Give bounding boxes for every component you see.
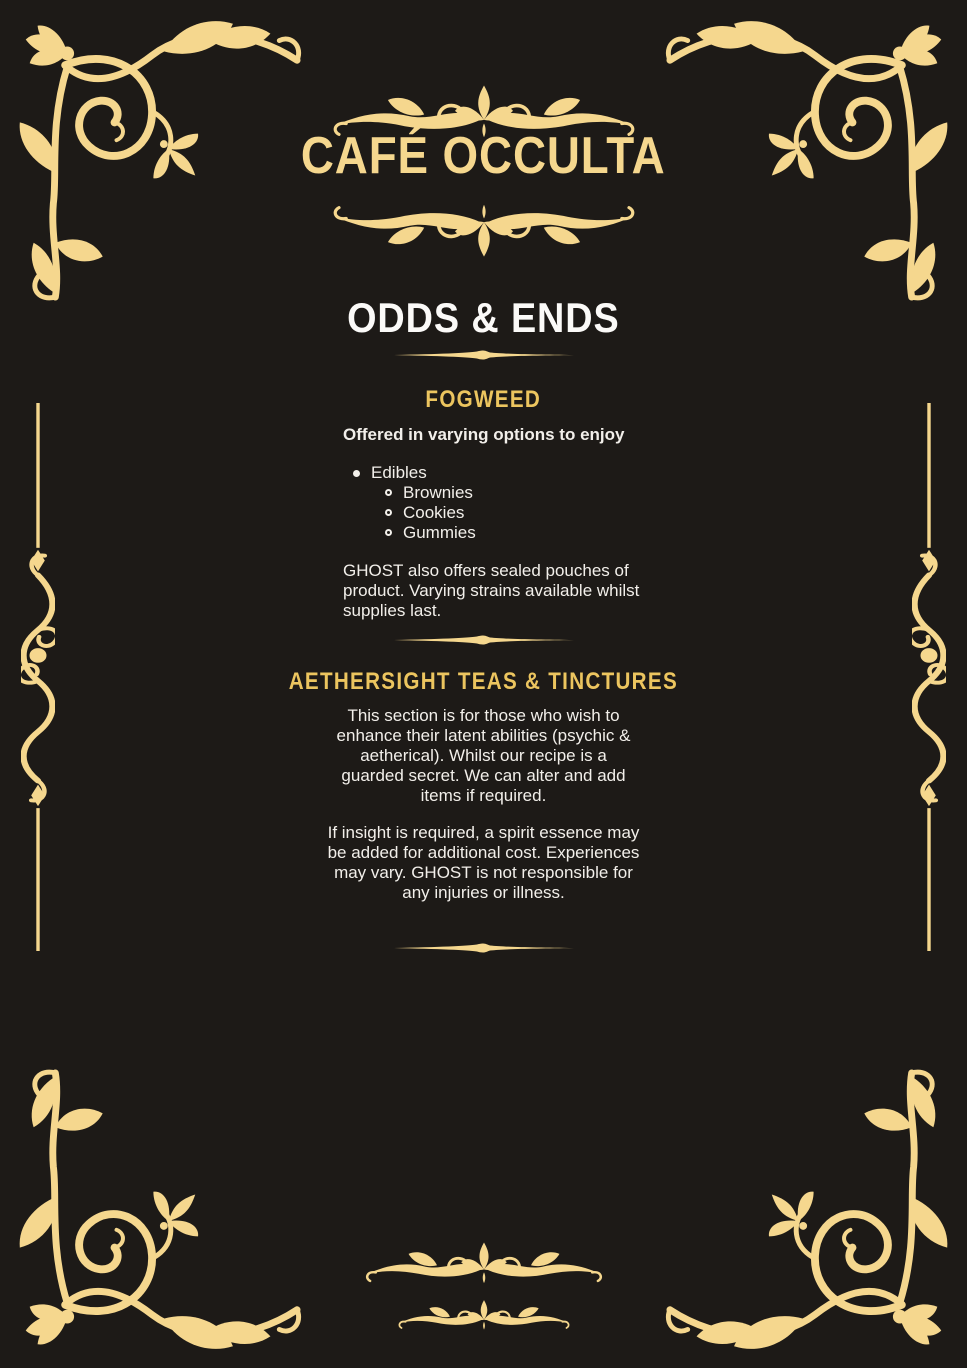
list-item-label: Gummies — [403, 523, 476, 542]
page-title — [0, 126, 967, 186]
section-divider-1 — [393, 348, 575, 362]
fogweed-heading-text: FOGWEED — [425, 386, 542, 413]
circle-bullet-icon — [385, 489, 392, 496]
list-item-cookies — [343, 503, 653, 523]
list-item-gummies — [343, 523, 653, 543]
list-item-brownies — [343, 483, 653, 503]
section-divider-2 — [393, 633, 575, 647]
aethersight-heading — [0, 668, 967, 696]
fogweed-list — [343, 463, 653, 543]
footer-flourish-large — [363, 1238, 605, 1284]
header-flourish-bottom — [329, 204, 639, 262]
aethersight-description: This section is for those who wish to enhance their latent abilities (psychic & aetherical). Whilst our recipe is a guarded secret. We can alter and add items if required. — [336, 706, 631, 805]
list-item-edibles — [343, 463, 653, 483]
section-title — [0, 294, 967, 342]
footer-flourish-small — [396, 1297, 572, 1330]
section-divider-3 — [393, 941, 575, 955]
floral-corner-ornament-bottom-right — [665, 1068, 961, 1364]
list-item-label: Brownies — [403, 483, 473, 502]
fogweed-heading — [0, 386, 967, 414]
fogweed-intro: Offered in varying options to enjoy — [343, 425, 625, 444]
disc-bullet-icon — [353, 470, 360, 477]
floral-corner-ornament-bottom-left — [6, 1068, 302, 1364]
circle-bullet-icon — [385, 529, 392, 536]
aethersight-heading-text: AETHERSIGHT TEAS & TINCTURES — [288, 668, 679, 695]
fogweed-note: GHOST also offers sealed pouches of product. Varying strains available whilst supplies last. — [343, 561, 640, 620]
list-item-label: Edibles — [371, 463, 427, 482]
aethersight-disclaimer: If insight is required, a spirit essence may be added for additional cost. Experiences may vary. GHOST is not responsible for any injuries or illness. — [327, 823, 640, 902]
list-item-label: Cookies — [403, 503, 465, 522]
circle-bullet-icon — [385, 509, 392, 516]
section-title-text: ODDS & ENDS — [347, 294, 620, 341]
page-title-text: CAFÉ OCCULTA — [301, 127, 666, 185]
